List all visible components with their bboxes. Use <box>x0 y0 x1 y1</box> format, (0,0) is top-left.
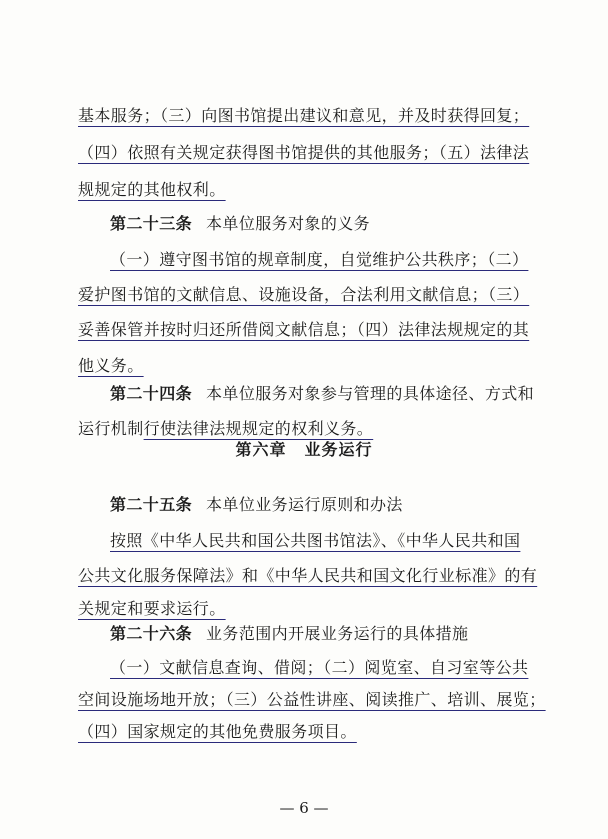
paragraph-line: （四）依照有关规定获得图书馆提供的其他服务；（五）法律法 <box>78 143 530 162</box>
page-number: — 6 — <box>279 799 329 817</box>
article-label: 第二十五条 <box>110 495 193 514</box>
paragraph-line: 按照《中华人民共和国公共图书馆法》、《中华人民共和国 <box>110 531 521 550</box>
article-26-heading <box>110 622 468 646</box>
paragraph-line: 基本服务；（三）向图书馆提出建议和意见，并及时获得回复； <box>78 106 530 125</box>
paragraph-line: （一）遵守图书馆的规章制度，自觉维护公共秩序；（二） <box>110 250 529 269</box>
paragraph-line: 关规定和要求运行。 <box>78 599 226 618</box>
article-label: 第二十三条 <box>110 214 193 233</box>
paragraph-line: 空间设施场地开放；（三）公益性讲座、阅读推广、培训、展览； <box>78 690 546 709</box>
paragraph-line: （一）文献信息查询、借阅；（二）阅览室、自习室等公共 <box>110 658 529 677</box>
article-label: 第二十六条 <box>110 624 193 643</box>
paragraph-line: 规规定的其他权利。 <box>78 180 226 199</box>
article-title: 本单位业务运行原则和办法 <box>206 495 403 514</box>
article-title: 本单位服务对象参与管理的具体途径、方式和 <box>206 384 535 403</box>
paragraph-line: （四）国家规定的其他免费服务项目。 <box>78 722 357 741</box>
article-23-heading <box>110 212 370 236</box>
article-25-heading <box>110 493 403 517</box>
paragraph-text: 运行机制 <box>78 419 144 438</box>
article-title: 业务范围内开展业务运行的具体措施 <box>206 624 469 643</box>
paragraph-text-underlined: 行使法律法规规定的权利义务。 <box>143 419 374 438</box>
paragraph-line: 妥善保管并按时归还所借阅文献信息；（四）法律法规规定的其 <box>78 320 530 339</box>
paragraph-line: 公共文化服务保障法》和《中华人民共和国文化行业标准》的有 <box>78 566 538 585</box>
chapter-title: 业务运行 <box>304 440 373 459</box>
article-24-heading <box>110 382 534 406</box>
chapter-label: 第六章 <box>235 440 287 459</box>
article-label: 第二十四条 <box>110 384 193 403</box>
paragraph-line: 他义务。 <box>78 356 144 375</box>
article-title: 本单位服务对象的义务 <box>206 214 371 233</box>
chapter-heading <box>0 438 608 462</box>
paragraph-line: 爱护图书馆的文献信息、设施设备，合法利用文献信息；（三） <box>78 285 530 304</box>
